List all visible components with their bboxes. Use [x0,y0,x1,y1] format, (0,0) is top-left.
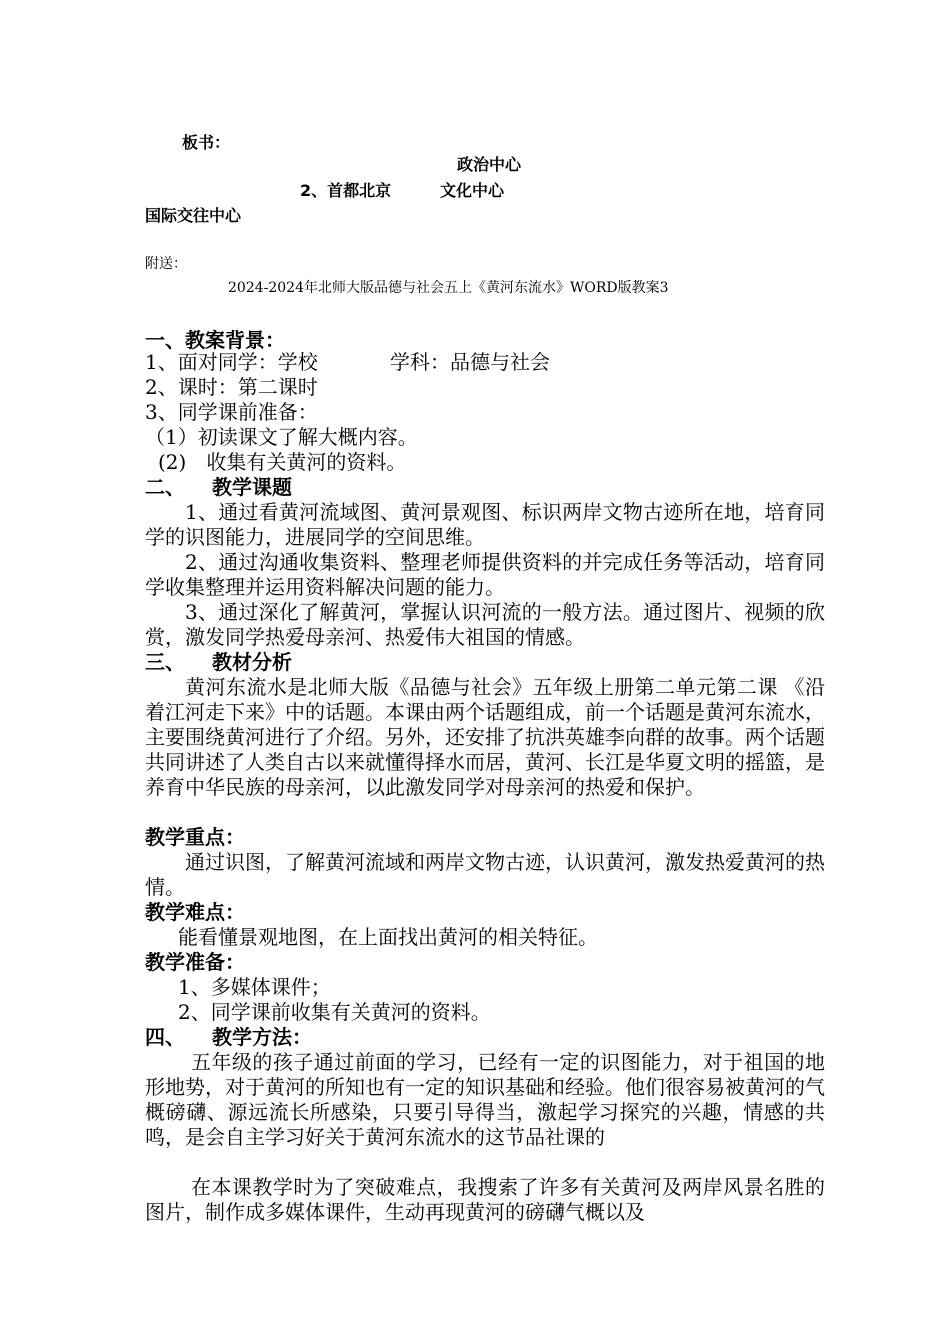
board-line-3: 国际交往中心 [145,206,242,225]
preparation-item-2: 2、同学课前收集有关黄河的资料。 [178,1000,491,1024]
board-label: 板书： [182,133,231,152]
attachment-title: 2024-2024年北师大版品德与社会五上《黄河东流水》WORD版教案3 [228,280,669,296]
s1-item-3-1: （1）初读课文了解大概内容。 [145,425,418,449]
s1-item-1a: 1、面对同学：学校 [145,350,318,374]
board-line-1: 政治中心 [457,155,522,174]
s2-paragraph-3: 3、通过深化了解黄河，掌握认识河流的一般方法。通过图片、视频的欣赏，激发同学热爱母亲河、热爱伟大祖国的情感。 [145,600,825,649]
section-3-heading-text: 教材分析 [212,650,292,674]
s4-paragraph-1: 五年级的孩子通过前面的学习，已经有一定的识图能力，对于祖国的地形地势，对于黄河的所知也有一定的知识基础和经验。他们很容易被黄河的气概磅礴、源远流长所感染，只要引导得当，激起学习探究的兴趣，情感的共鸣，是会自主学习好关于黄河东流水的这节品社课的 [145,1050,825,1149]
s1-item-1b: 学科：品德与社会 [390,350,550,374]
board-line-2a: 2、首都北京 [300,181,392,200]
preparation-item-1: 1、多媒体课件； [178,975,331,999]
difficulties-paragraph: 能看懂景观地图，在上面找出黄河的相关特征。 [178,925,598,949]
section-2-heading-text: 教学课题 [212,475,292,499]
board-line-2b: 文化中心 [440,181,505,200]
s3-paragraph-1: 黄河东流水是北师大版《品德与社会》五年级上册第二单元第二课 《沿着江河走下来》中的话题。本课由两个话题组成，前一个话题是黄河东流水，主要围绕黄河进行了介绍。另外，还安排了抗洪英雄李向群的故事。两个话题共同讲述了人类自古以来就懂得择水而居，黄河、长江是华夏文明的摇篮，是养育中华民族的母亲河，以此激发同学对母亲河的热爱和保护。 [145,675,825,799]
s1-item-3: 3、同学课前准备： [145,400,318,424]
section-2-heading-num: 二、 [145,475,185,499]
s1-item-3-2: (2) 收集有关黄河的资料。 [158,450,407,474]
section-1-heading: 一、教案背景： [145,328,285,352]
section-3-heading-num: 三、 [145,650,185,674]
section-4-heading-num: 四、 [145,1025,185,1049]
s4-paragraph-2: 在本课教学时为了突破难点，我搜索了许多有关黄河及两岸风景名胜的图片，制作成多媒体课件，生动再现黄河的磅礴气概以及 [145,1175,825,1224]
difficulties-heading: 教学难点： [145,900,245,924]
key-points-paragraph: 通过识图，了解黄河流域和两岸文物古迹，认识黄河，激发热爱黄河的热情。 [145,850,825,899]
s1-item-2: 2、课时：第二课时 [145,375,318,399]
key-points-heading: 教学重点： [145,825,245,849]
attachment-label: 附送： [145,256,187,272]
preparation-heading: 教学准备： [145,950,245,974]
section-4-heading-text: 教学方法： [212,1025,312,1049]
s2-paragraph-1: 1、通过看黄河流域图、黄河景观图、标识两岸文物古迹所在地，培育同学的识图能力，进展同学的空间思维。 [145,500,825,549]
s2-paragraph-2: 2、通过沟通收集资料、整理老师提供资料的并完成任务等活动，培育同学收集整理并运用资料解决问题的能力。 [145,550,825,599]
